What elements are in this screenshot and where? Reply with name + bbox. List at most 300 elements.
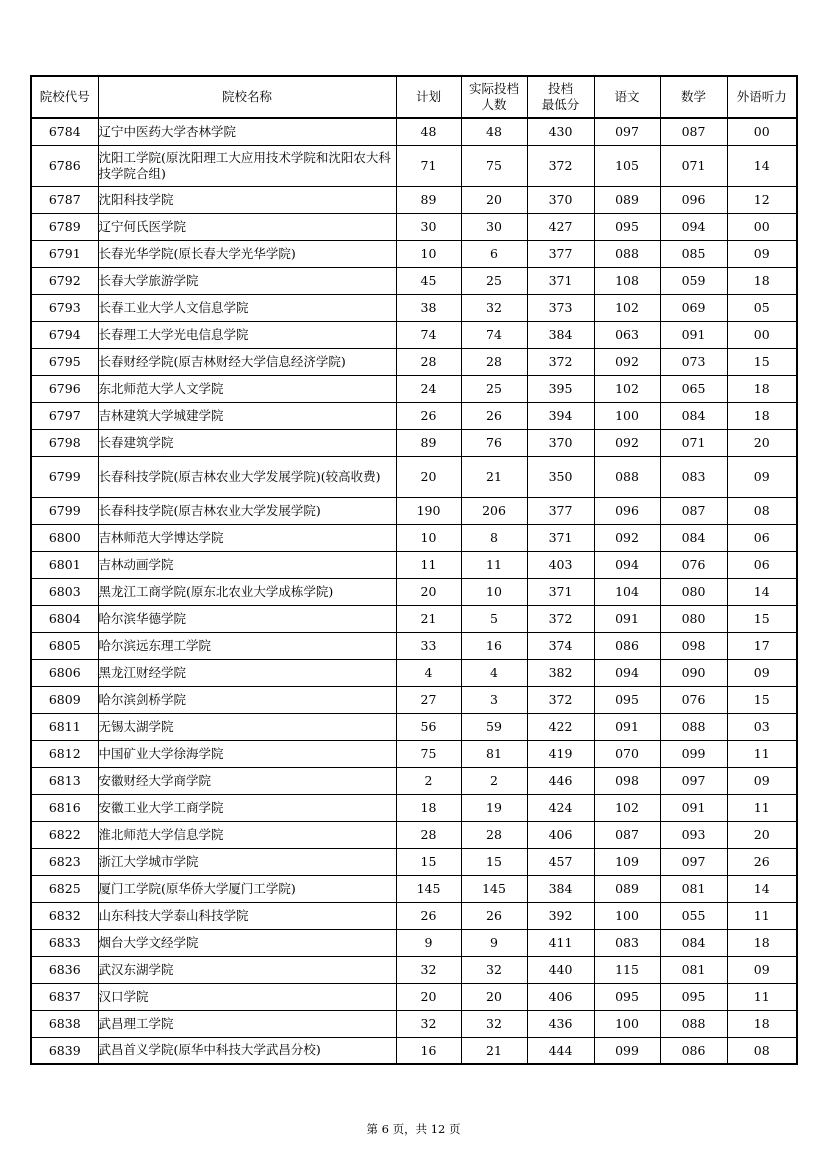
- plan-cell: 20: [396, 456, 461, 497]
- chinese-cell: 088: [594, 456, 660, 497]
- school-name-cell: 长春建筑学院: [98, 429, 396, 456]
- math-cell: 097: [660, 848, 727, 875]
- school-code-cell: 6822: [31, 821, 98, 848]
- school-name-cell: 辽宁中医药大学杏林学院: [98, 118, 396, 145]
- foreign-cell: 11: [727, 740, 797, 767]
- table-row: [31, 497, 797, 524]
- foreign-cell: 09: [727, 956, 797, 983]
- math-cell: 091: [660, 321, 727, 348]
- foreign-cell: 00: [727, 118, 797, 145]
- foreign-cell: 14: [727, 145, 797, 186]
- table-row: [31, 321, 797, 348]
- plan-cell: 20: [396, 983, 461, 1010]
- min-score-cell: 372: [527, 145, 594, 186]
- school-code-cell: 6811: [31, 713, 98, 740]
- min-score-cell: 403: [527, 551, 594, 578]
- min-score-cell: 427: [527, 213, 594, 240]
- plan-cell: 9: [396, 929, 461, 956]
- foreign-cell: 15: [727, 348, 797, 375]
- school-name-cell: 山东科技大学泰山科技学院: [98, 902, 396, 929]
- actual-cell: 21: [461, 456, 527, 497]
- foreign-cell: 06: [727, 551, 797, 578]
- table-row: [31, 713, 797, 740]
- foreign-cell: 26: [727, 848, 797, 875]
- plan-cell: 75: [396, 740, 461, 767]
- foreign-cell: 18: [727, 929, 797, 956]
- school-name-cell: 无锡太湖学院: [98, 713, 396, 740]
- math-cell: 096: [660, 186, 727, 213]
- header-school-code: 院校代号: [31, 76, 98, 118]
- min-score-cell: 406: [527, 983, 594, 1010]
- foreign-cell: 12: [727, 186, 797, 213]
- min-score-cell: 384: [527, 321, 594, 348]
- min-score-cell: 395: [527, 375, 594, 402]
- foreign-cell: 17: [727, 632, 797, 659]
- min-score-cell: 457: [527, 848, 594, 875]
- table-row: [31, 375, 797, 402]
- min-score-cell: 411: [527, 929, 594, 956]
- school-code-cell: 6805: [31, 632, 98, 659]
- school-name-cell: 长春理工大学光电信息学院: [98, 321, 396, 348]
- table-row: [31, 294, 797, 321]
- header-foreign-listening: 外语听力: [727, 76, 797, 118]
- min-score-cell: 371: [527, 524, 594, 551]
- plan-cell: 24: [396, 375, 461, 402]
- plan-cell: 11: [396, 551, 461, 578]
- plan-cell: 48: [396, 118, 461, 145]
- math-cell: 069: [660, 294, 727, 321]
- school-code-cell: 6800: [31, 524, 98, 551]
- table-row: [31, 456, 797, 497]
- math-cell: 088: [660, 713, 727, 740]
- math-cell: 090: [660, 659, 727, 686]
- school-code-cell: 6803: [31, 578, 98, 605]
- foreign-cell: 08: [727, 1037, 797, 1064]
- header-school-name: 院校名称: [98, 76, 396, 118]
- table-row: [31, 632, 797, 659]
- min-score-cell: 377: [527, 497, 594, 524]
- table-row: [31, 118, 797, 145]
- min-score-cell: 350: [527, 456, 594, 497]
- header-chinese: 语文: [594, 76, 660, 118]
- school-name-cell: 辽宁何氏医学院: [98, 213, 396, 240]
- table-row: [31, 875, 797, 902]
- chinese-cell: 083: [594, 929, 660, 956]
- table-row: [31, 267, 797, 294]
- chinese-cell: 105: [594, 145, 660, 186]
- actual-cell: 32: [461, 1010, 527, 1037]
- actual-cell: 9: [461, 929, 527, 956]
- chinese-cell: 108: [594, 267, 660, 294]
- school-code-cell: 6812: [31, 740, 98, 767]
- table-row: [31, 902, 797, 929]
- chinese-cell: 095: [594, 213, 660, 240]
- actual-cell: 2: [461, 767, 527, 794]
- table-row: [31, 794, 797, 821]
- chinese-cell: 096: [594, 497, 660, 524]
- math-cell: 087: [660, 497, 727, 524]
- table-row: [31, 983, 797, 1010]
- min-score-cell: 372: [527, 686, 594, 713]
- school-name-cell: 沈阳科技学院: [98, 186, 396, 213]
- table-row: [31, 348, 797, 375]
- school-code-cell: 6832: [31, 902, 98, 929]
- math-cell: 081: [660, 956, 727, 983]
- min-score-cell: 436: [527, 1010, 594, 1037]
- foreign-cell: 09: [727, 659, 797, 686]
- actual-cell: 145: [461, 875, 527, 902]
- table-row: [31, 551, 797, 578]
- actual-cell: 30: [461, 213, 527, 240]
- chinese-cell: 115: [594, 956, 660, 983]
- foreign-cell: 14: [727, 875, 797, 902]
- school-name-cell: 吉林师范大学博达学院: [98, 524, 396, 551]
- plan-cell: 89: [396, 186, 461, 213]
- school-name-cell: 哈尔滨华德学院: [98, 605, 396, 632]
- chinese-cell: 091: [594, 713, 660, 740]
- min-score-cell: 382: [527, 659, 594, 686]
- chinese-cell: 102: [594, 294, 660, 321]
- plan-cell: 32: [396, 1010, 461, 1037]
- school-code-cell: 6838: [31, 1010, 98, 1037]
- foreign-cell: 20: [727, 821, 797, 848]
- math-cell: 085: [660, 240, 727, 267]
- actual-cell: 28: [461, 821, 527, 848]
- table-header-row: [31, 76, 797, 118]
- school-code-cell: 6813: [31, 767, 98, 794]
- table-row: [31, 1037, 797, 1064]
- math-cell: 084: [660, 524, 727, 551]
- foreign-cell: 00: [727, 213, 797, 240]
- school-name-cell: 长春工业大学人文信息学院: [98, 294, 396, 321]
- actual-cell: 26: [461, 902, 527, 929]
- actual-cell: 16: [461, 632, 527, 659]
- actual-cell: 32: [461, 294, 527, 321]
- school-name-cell: 长春科技学院(原吉林农业大学发展学院): [98, 497, 396, 524]
- min-score-cell: 371: [527, 267, 594, 294]
- plan-cell: 28: [396, 348, 461, 375]
- actual-cell: 3: [461, 686, 527, 713]
- actual-cell: 11: [461, 551, 527, 578]
- table-body: [31, 118, 797, 1064]
- min-score-cell: 370: [527, 429, 594, 456]
- table-row: [31, 848, 797, 875]
- chinese-cell: 109: [594, 848, 660, 875]
- school-code-cell: 6791: [31, 240, 98, 267]
- foreign-cell: 15: [727, 686, 797, 713]
- foreign-cell: 00: [727, 321, 797, 348]
- plan-cell: 10: [396, 524, 461, 551]
- min-score-cell: 374: [527, 632, 594, 659]
- foreign-cell: 18: [727, 267, 797, 294]
- table-row: [31, 659, 797, 686]
- chinese-cell: 102: [594, 375, 660, 402]
- table-row: [31, 240, 797, 267]
- school-name-cell: 淮北师范大学信息学院: [98, 821, 396, 848]
- school-name-cell: 吉林动画学院: [98, 551, 396, 578]
- actual-cell: 28: [461, 348, 527, 375]
- school-code-cell: 6792: [31, 267, 98, 294]
- school-name-cell: 长春光华学院(原长春大学光华学院): [98, 240, 396, 267]
- school-name-cell: 汉口学院: [98, 983, 396, 1010]
- math-cell: 076: [660, 551, 727, 578]
- foreign-cell: 14: [727, 578, 797, 605]
- chinese-cell: 092: [594, 524, 660, 551]
- actual-cell: 8: [461, 524, 527, 551]
- math-cell: 076: [660, 686, 727, 713]
- min-score-cell: 424: [527, 794, 594, 821]
- plan-cell: 10: [396, 240, 461, 267]
- plan-cell: 33: [396, 632, 461, 659]
- min-score-cell: 377: [527, 240, 594, 267]
- school-code-cell: 6798: [31, 429, 98, 456]
- plan-cell: 145: [396, 875, 461, 902]
- actual-cell: 25: [461, 267, 527, 294]
- school-code-cell: 6804: [31, 605, 98, 632]
- actual-cell: 20: [461, 983, 527, 1010]
- chinese-cell: 086: [594, 632, 660, 659]
- actual-cell: 19: [461, 794, 527, 821]
- school-code-cell: 6839: [31, 1037, 98, 1064]
- plan-cell: 74: [396, 321, 461, 348]
- math-cell: 097: [660, 767, 727, 794]
- math-cell: 088: [660, 1010, 727, 1037]
- foreign-cell: 18: [727, 1010, 797, 1037]
- chinese-cell: 091: [594, 605, 660, 632]
- plan-cell: 16: [396, 1037, 461, 1064]
- school-code-cell: 6836: [31, 956, 98, 983]
- foreign-cell: 11: [727, 983, 797, 1010]
- math-cell: 098: [660, 632, 727, 659]
- plan-cell: 30: [396, 213, 461, 240]
- school-code-cell: 6823: [31, 848, 98, 875]
- chinese-cell: 098: [594, 767, 660, 794]
- plan-cell: 21: [396, 605, 461, 632]
- math-cell: 071: [660, 145, 727, 186]
- plan-cell: 2: [396, 767, 461, 794]
- actual-cell: 81: [461, 740, 527, 767]
- actual-cell: 26: [461, 402, 527, 429]
- chinese-cell: 088: [594, 240, 660, 267]
- foreign-cell: 11: [727, 902, 797, 929]
- math-cell: 099: [660, 740, 727, 767]
- chinese-cell: 094: [594, 659, 660, 686]
- foreign-cell: 20: [727, 429, 797, 456]
- header-math: 数学: [660, 76, 727, 118]
- chinese-cell: 100: [594, 1010, 660, 1037]
- chinese-cell: 095: [594, 686, 660, 713]
- plan-cell: 28: [396, 821, 461, 848]
- foreign-cell: 18: [727, 375, 797, 402]
- table-row: [31, 956, 797, 983]
- header-min-line1: 投档: [547, 81, 573, 96]
- foreign-cell: 09: [727, 240, 797, 267]
- school-code-cell: 6786: [31, 145, 98, 186]
- school-name-cell: 黑龙江财经学院: [98, 659, 396, 686]
- header-min-score: [527, 76, 594, 118]
- math-cell: 086: [660, 1037, 727, 1064]
- chinese-cell: 063: [594, 321, 660, 348]
- school-name-cell: 长春大学旅游学院: [98, 267, 396, 294]
- school-code-cell: 6794: [31, 321, 98, 348]
- actual-cell: 20: [461, 186, 527, 213]
- plan-cell: 20: [396, 578, 461, 605]
- school-name-cell: 哈尔滨远东理工学院: [98, 632, 396, 659]
- school-code-cell: 6789: [31, 213, 98, 240]
- school-code-cell: 6796: [31, 375, 98, 402]
- table-row: [31, 213, 797, 240]
- math-cell: 093: [660, 821, 727, 848]
- math-cell: 084: [660, 402, 727, 429]
- math-cell: 094: [660, 213, 727, 240]
- table-row: [31, 605, 797, 632]
- chinese-cell: 100: [594, 402, 660, 429]
- foreign-cell: 09: [727, 767, 797, 794]
- min-score-cell: 384: [527, 875, 594, 902]
- math-cell: 084: [660, 929, 727, 956]
- school-name-cell: 武汉东湖学院: [98, 956, 396, 983]
- min-score-cell: 422: [527, 713, 594, 740]
- school-name-cell: 浙江大学城市学院: [98, 848, 396, 875]
- school-code-cell: 6793: [31, 294, 98, 321]
- actual-cell: 206: [461, 497, 527, 524]
- min-score-cell: 406: [527, 821, 594, 848]
- actual-cell: 6: [461, 240, 527, 267]
- table-row: [31, 578, 797, 605]
- page-footer: 第 6 页，共 12 页: [366, 1122, 461, 1136]
- min-score-cell: 373: [527, 294, 594, 321]
- school-code-cell: 6799: [31, 497, 98, 524]
- foreign-cell: 15: [727, 605, 797, 632]
- min-score-cell: 394: [527, 402, 594, 429]
- table-row: [31, 402, 797, 429]
- school-name-cell: 厦门工学院(原华侨大学厦门工学院): [98, 875, 396, 902]
- table-row: [31, 821, 797, 848]
- table-row: [31, 186, 797, 213]
- actual-cell: 48: [461, 118, 527, 145]
- math-cell: 081: [660, 875, 727, 902]
- header-actual-line1: 实际投档: [468, 81, 519, 96]
- actual-cell: 15: [461, 848, 527, 875]
- school-name-cell: 中国矿业大学徐海学院: [98, 740, 396, 767]
- school-code-cell: 6833: [31, 929, 98, 956]
- foreign-cell: 18: [727, 402, 797, 429]
- foreign-cell: 09: [727, 456, 797, 497]
- math-cell: 080: [660, 605, 727, 632]
- foreign-cell: 06: [727, 524, 797, 551]
- table-row: [31, 524, 797, 551]
- table-row: [31, 145, 797, 186]
- math-cell: 087: [660, 118, 727, 145]
- math-cell: 055: [660, 902, 727, 929]
- table-row: [31, 686, 797, 713]
- actual-cell: 75: [461, 145, 527, 186]
- school-code-cell: 6809: [31, 686, 98, 713]
- chinese-cell: 092: [594, 429, 660, 456]
- actual-cell: 25: [461, 375, 527, 402]
- table-row: [31, 929, 797, 956]
- chinese-cell: 102: [594, 794, 660, 821]
- school-code-cell: 6801: [31, 551, 98, 578]
- actual-cell: 59: [461, 713, 527, 740]
- actual-cell: 10: [461, 578, 527, 605]
- school-name-cell: 吉林建筑大学城建学院: [98, 402, 396, 429]
- min-score-cell: 430: [527, 118, 594, 145]
- foreign-cell: 08: [727, 497, 797, 524]
- header-actual-admitted: [461, 76, 527, 118]
- math-cell: 083: [660, 456, 727, 497]
- math-cell: 080: [660, 578, 727, 605]
- school-name-cell: 哈尔滨剑桥学院: [98, 686, 396, 713]
- min-score-cell: 372: [527, 348, 594, 375]
- chinese-cell: 094: [594, 551, 660, 578]
- header-actual-line2: 人数: [481, 97, 507, 112]
- plan-cell: 4: [396, 659, 461, 686]
- plan-cell: 89: [396, 429, 461, 456]
- school-name-cell: 安徽财经大学商学院: [98, 767, 396, 794]
- header-plan: 计划: [396, 76, 461, 118]
- chinese-cell: 095: [594, 983, 660, 1010]
- chinese-cell: 099: [594, 1037, 660, 1064]
- math-cell: 073: [660, 348, 727, 375]
- min-score-cell: 392: [527, 902, 594, 929]
- chinese-cell: 070: [594, 740, 660, 767]
- math-cell: 059: [660, 267, 727, 294]
- school-name-cell: 东北师范大学人文学院: [98, 375, 396, 402]
- plan-cell: 26: [396, 902, 461, 929]
- min-score-cell: 372: [527, 605, 594, 632]
- plan-cell: 38: [396, 294, 461, 321]
- min-score-cell: 370: [527, 186, 594, 213]
- math-cell: 095: [660, 983, 727, 1010]
- chinese-cell: 092: [594, 348, 660, 375]
- chinese-cell: 097: [594, 118, 660, 145]
- min-score-cell: 440: [527, 956, 594, 983]
- plan-cell: 190: [396, 497, 461, 524]
- actual-cell: 32: [461, 956, 527, 983]
- plan-cell: 32: [396, 956, 461, 983]
- foreign-cell: 11: [727, 794, 797, 821]
- table-row: [31, 429, 797, 456]
- school-name-cell: 武昌首义学院(原华中科技大学武昌分校): [98, 1037, 396, 1064]
- school-name-cell: 黑龙江工商学院(原东北农业大学成栋学院): [98, 578, 396, 605]
- school-code-cell: 6816: [31, 794, 98, 821]
- chinese-cell: 100: [594, 902, 660, 929]
- math-cell: 071: [660, 429, 727, 456]
- plan-cell: 56: [396, 713, 461, 740]
- math-cell: 065: [660, 375, 727, 402]
- table-row: [31, 1010, 797, 1037]
- school-code-cell: 6837: [31, 983, 98, 1010]
- school-code-cell: 6784: [31, 118, 98, 145]
- math-cell: 091: [660, 794, 727, 821]
- plan-cell: 26: [396, 402, 461, 429]
- min-score-cell: 419: [527, 740, 594, 767]
- min-score-cell: 444: [527, 1037, 594, 1064]
- school-code-cell: 6825: [31, 875, 98, 902]
- school-name-cell: 长春财经学院(原吉林财经大学信息经济学院): [98, 348, 396, 375]
- plan-cell: 18: [396, 794, 461, 821]
- school-code-cell: 6799: [31, 456, 98, 497]
- table-row: [31, 740, 797, 767]
- actual-cell: 21: [461, 1037, 527, 1064]
- admission-score-table: [30, 75, 798, 1065]
- school-name-cell: 长春科技学院(原吉林农业大学发展学院)(较高收费): [98, 456, 396, 497]
- actual-cell: 4: [461, 659, 527, 686]
- school-code-cell: 6806: [31, 659, 98, 686]
- foreign-cell: 03: [727, 713, 797, 740]
- chinese-cell: 104: [594, 578, 660, 605]
